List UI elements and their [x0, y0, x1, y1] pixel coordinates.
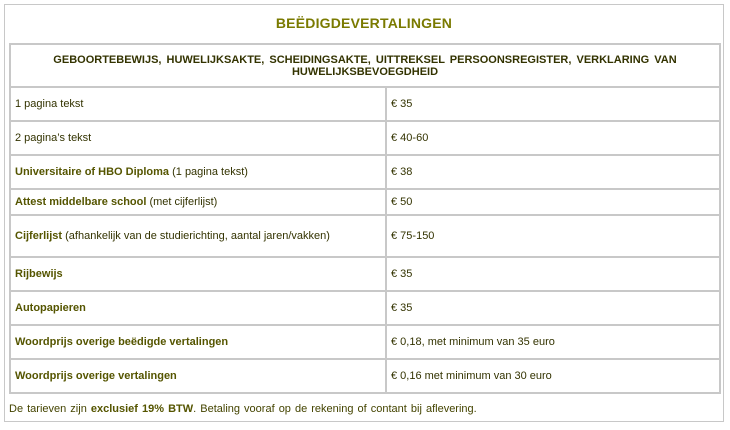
vat-note-start: De tarieven zijn [9, 403, 91, 415]
table-header-row [10, 44, 720, 87]
service-name: Universitaire of HBO Diploma [15, 166, 170, 178]
price-cell: € 38 [386, 155, 720, 189]
service-note: 1 pagina tekst [15, 98, 84, 110]
service-cell [10, 325, 386, 359]
service-note: 2 pagina’s tekst [15, 132, 92, 144]
service-cell [10, 87, 386, 121]
document-types-header: GEBOORTEBEWIJS, HUWELIJKSAKTE, SCHEIDINGSAKTE, UITTREKSEL PERSOONSREGISTER, VERKLARING VAN HUWELIJKSBEVOEGDHEID [10, 44, 720, 87]
service-note: (1 pagina tekst) [169, 166, 248, 178]
service-name: Attest middelbare school [15, 196, 147, 208]
price-panel [4, 4, 724, 422]
price-cell: € 40-60 [386, 121, 720, 155]
service-note: (afhankelijk van de studierichting, aantal jaren/vakken) [62, 229, 330, 242]
table-row [10, 189, 720, 215]
table-row [10, 87, 720, 121]
table-row [10, 155, 720, 189]
service-cell [10, 155, 386, 189]
price-cell: € 35 [386, 87, 720, 121]
price-table [9, 43, 721, 394]
price-cell: € 35 [386, 257, 720, 291]
service-note: (met cijferlijst) [146, 196, 218, 208]
price-cell: € 35 [386, 291, 720, 325]
service-name: Cijferlijst [15, 229, 63, 242]
service-cell [10, 189, 386, 215]
table-row [10, 215, 720, 257]
table-row [10, 121, 720, 155]
table-row [10, 325, 720, 359]
table-row [10, 291, 720, 325]
vat-note-emphasis: exclusief 19% BTW [90, 403, 194, 415]
service-name: Woordprijs overige beëdigde vertalingen [15, 336, 229, 348]
price-cell: € 0,18, met minimum van 35 euro [386, 325, 720, 359]
service-cell [10, 359, 386, 393]
vat-note-end: . Betaling vooraf op de rekening of contant bij aflevering. [193, 403, 477, 415]
table-row [10, 359, 720, 393]
service-cell [10, 215, 386, 257]
price-cell: € 75-150 [386, 215, 720, 257]
vat-note [9, 403, 477, 415]
service-name: Rijbewijs [15, 268, 63, 280]
price-cell: € 0,16 met minimum van 30 euro [386, 359, 720, 393]
page-title: BEËDIGDEVERTALINGEN [275, 15, 453, 31]
service-cell [10, 257, 386, 291]
service-cell [10, 291, 386, 325]
service-name: Autopapieren [15, 302, 86, 314]
service-cell [10, 121, 386, 155]
service-name: Woordprijs overige vertalingen [15, 370, 177, 382]
price-cell: € 50 [386, 189, 720, 215]
table-row [10, 257, 720, 291]
